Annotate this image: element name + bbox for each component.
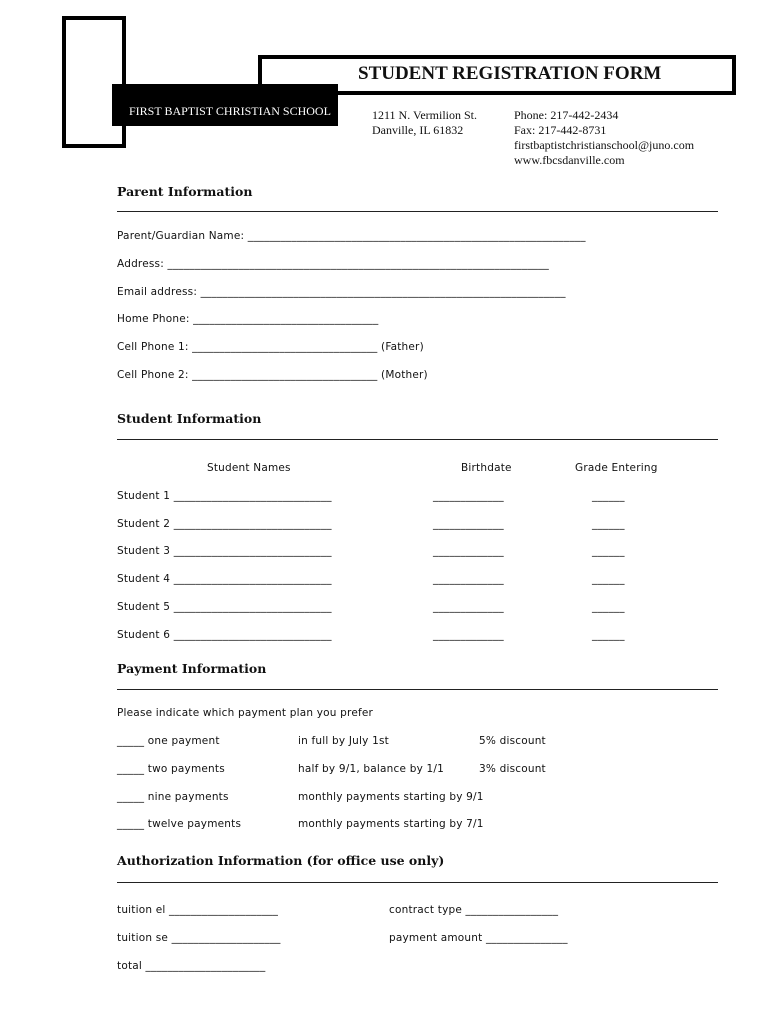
authorization-heading: Authorization Information (for office use only) [117,853,445,868]
cell-phone-1-field[interactable]: Cell Phone 1: __________________________________ (Father) [117,341,424,353]
student-3-birthdate-field[interactable]: _____________ [433,545,504,557]
student-4-grade-field[interactable]: ______ [592,573,625,585]
payment-detail-two: half by 9/1, balance by 1/1 [298,763,445,775]
student-1-birthdate-field[interactable]: _____________ [433,490,504,502]
student-3-name-field[interactable]: Student 3 _____________________________ [117,545,332,557]
student-1-grade-field[interactable]: ______ [592,490,625,502]
student-4-birthdate-field[interactable]: _____________ [433,573,504,585]
student-info-rule [117,439,718,440]
student-info-heading: Student Information [117,411,262,426]
cell-phone-2-field[interactable]: Cell Phone 2: __________________________________ (Mother) [117,369,428,381]
payment-option-nine[interactable]: _____ nine payments [117,791,229,803]
payment-option-two[interactable]: _____ two payments [117,763,225,775]
student-5-grade-field[interactable]: ______ [592,601,625,613]
payment-detail-nine: monthly payments starting by 9/1 [298,791,484,803]
guardian-name-field[interactable]: Parent/Guardian Name: ______________________________________________________________ [117,230,586,242]
parent-info-rule [117,211,718,212]
student-2-name-field[interactable]: Student 2 _____________________________ [117,518,332,530]
payment-info-rule [117,689,718,690]
col-birthdate: Birthdate [461,462,512,474]
email-address: firstbaptistchristianschool@juno.com [514,138,695,152]
payment-detail-one: in full by July 1st [298,735,389,747]
student-1-name-field[interactable]: Student 1 _____________________________ [117,490,332,502]
tuition-se-field[interactable]: tuition se ____________________ [117,932,281,944]
header-vertical-frame [62,16,126,148]
payment-discount-one: 5% discount [479,735,546,747]
website: www.fbcsdanville.com [514,153,625,167]
form-title: STUDENT REGISTRATION FORM [358,63,662,84]
student-4-name-field[interactable]: Student 4 _____________________________ [117,573,332,585]
student-3-grade-field[interactable]: ______ [592,545,625,557]
student-6-name-field[interactable]: Student 6 _____________________________ [117,629,332,641]
parent-info-heading: Parent Information [117,184,253,199]
home-phone-field[interactable]: Home Phone: __________________________________ [117,313,379,325]
school-name: FIRST BAPTIST CHRISTIAN SCHOOL [129,104,331,118]
student-2-birthdate-field[interactable]: _____________ [433,518,504,530]
authorization-rule [117,882,718,883]
student-5-name-field[interactable]: Student 5 _____________________________ [117,601,332,613]
payment-intro: Please indicate which payment plan you prefer [117,707,374,719]
tuition-el-field[interactable]: tuition el ____________________ [117,904,279,916]
address-line1: 1211 N. Vermilion St. [372,108,478,122]
fax: Fax: 217-442-8731 [514,123,607,137]
col-student-names: Student Names [207,462,291,474]
payment-option-one[interactable]: _____ one payment [117,735,220,747]
student-2-grade-field[interactable]: ______ [592,518,625,530]
email-field[interactable]: Email address: ___________________________________________________________________ [117,286,566,298]
payment-option-twelve[interactable]: _____ twelve payments [117,818,242,830]
address-line2: Danville, IL 61832 [372,123,464,137]
student-5-birthdate-field[interactable]: _____________ [433,601,504,613]
contract-type-field[interactable]: contract type _________________ [389,904,559,916]
student-6-birthdate-field[interactable]: _____________ [433,629,504,641]
address-field[interactable]: Address: ______________________________________________________________________ [117,258,549,270]
payment-amount-field[interactable]: payment amount _______________ [389,932,568,944]
phone: Phone: 217-442-2434 [514,108,619,122]
total-field[interactable]: total ______________________ [117,960,266,972]
student-6-grade-field[interactable]: ______ [592,629,625,641]
col-grade-entering: Grade Entering [575,462,658,474]
payment-discount-two: 3% discount [479,763,546,775]
payment-info-heading: Payment Information [117,661,267,676]
payment-detail-twelve: monthly payments starting by 7/1 [298,818,484,830]
